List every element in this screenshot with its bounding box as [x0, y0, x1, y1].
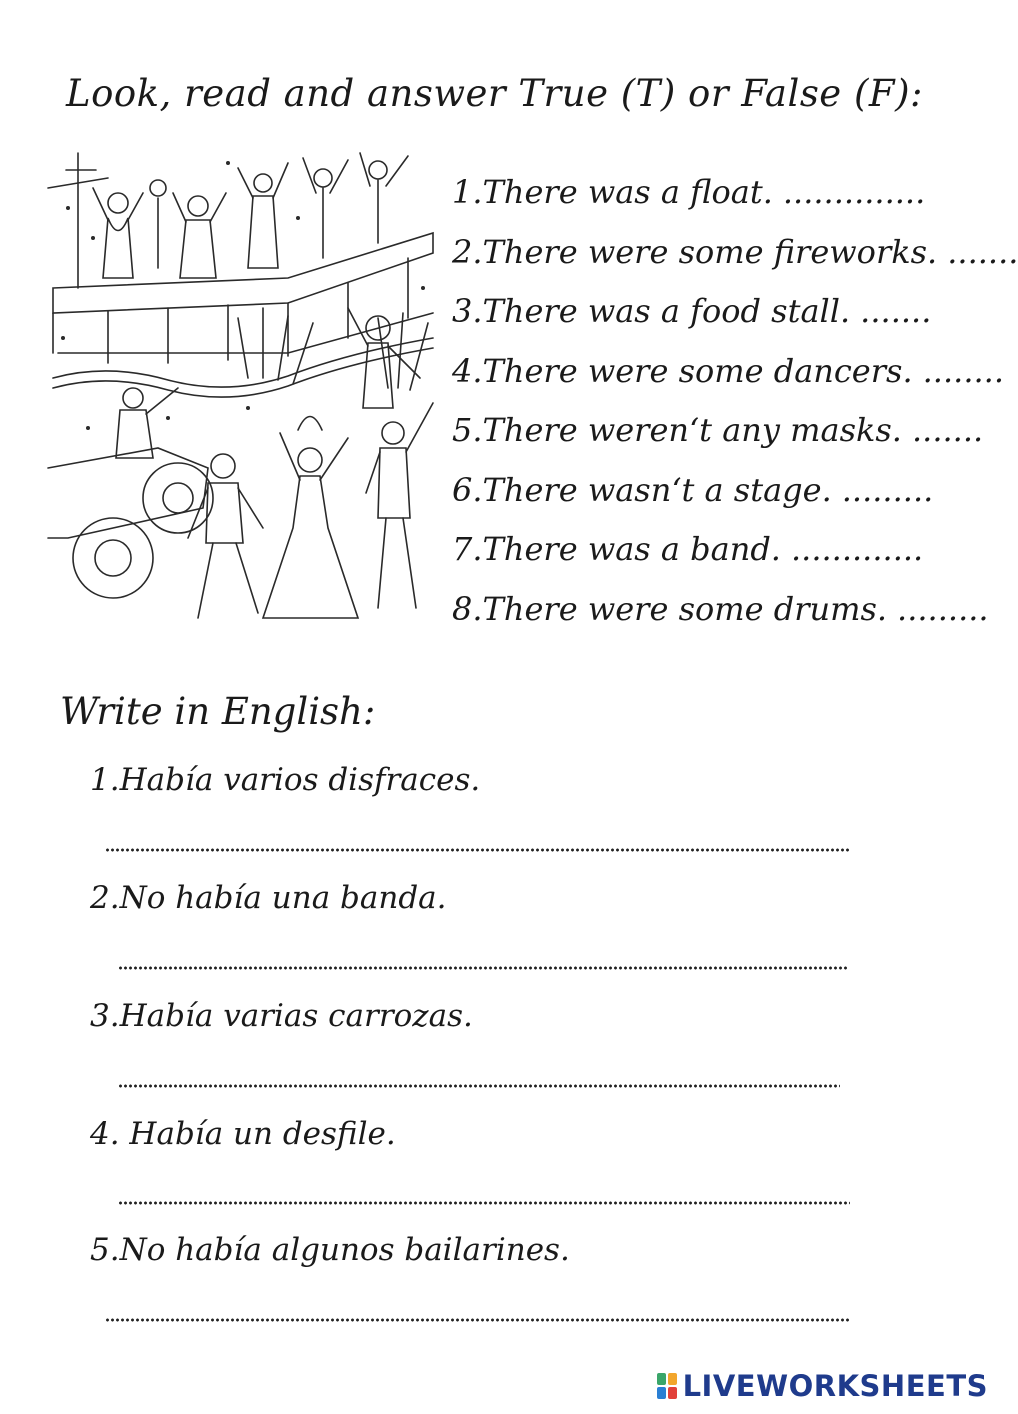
- translation-prompt: 4. Había un desfile.: [90, 1116, 396, 1152]
- tf-statement: 8.There were some drums.: [452, 589, 888, 628]
- tf-item: [452, 527, 992, 587]
- tf-statement: 3.There was a food stall.: [452, 292, 851, 330]
- tf-statement: 7.There was a band.: [452, 530, 781, 568]
- tf-item: [452, 230, 1018, 290]
- tf-answer-blank[interactable]: .......: [911, 411, 984, 449]
- tf-item: [452, 468, 992, 528]
- tf-item: [452, 170, 992, 230]
- answer-line[interactable]: [105, 846, 850, 854]
- answer-line[interactable]: [118, 1199, 850, 1207]
- tf-item: [452, 587, 992, 647]
- carnival-parade-illustration: [48, 148, 440, 632]
- tf-answer-blank[interactable]: ..............: [782, 173, 926, 211]
- tf-item: [452, 289, 992, 349]
- page-title: Look, read and answer True (T) or False (F):: [66, 72, 923, 115]
- answer-line[interactable]: [118, 1082, 840, 1090]
- answer-line[interactable]: [105, 1316, 850, 1324]
- tf-answer-blank[interactable]: ........: [922, 351, 1004, 390]
- logo-text: LIVEWORKSHEETS: [682, 1369, 988, 1403]
- tf-answer-blank[interactable]: .............: [790, 530, 924, 568]
- section-title-write-in-english: Write in English:: [60, 690, 376, 733]
- tf-item: [452, 349, 1004, 409]
- translation-prompt: 1.Había varios disfraces.: [90, 762, 481, 798]
- tf-answer-blank[interactable]: .......: [860, 292, 932, 330]
- tf-statement: 6.There wasn‘t a stage.: [452, 470, 832, 509]
- tf-item: [452, 408, 992, 468]
- tf-statement: 2.There were some fireworks.: [452, 232, 938, 271]
- tf-statement: 4.There were some dancers.: [452, 351, 913, 390]
- tf-answer-blank[interactable]: .......: [947, 232, 1018, 271]
- translation-prompt: 3.Había varias carrozas.: [90, 998, 473, 1034]
- tf-statement: 5.There weren‘t any masks.: [452, 411, 902, 449]
- tf-answer-blank[interactable]: .........: [841, 470, 934, 509]
- tf-answer-blank[interactable]: .........: [897, 589, 989, 628]
- translation-prompt: 2.No había una banda.: [90, 880, 447, 916]
- tf-statement: 1.There was a float.: [452, 173, 773, 211]
- liveworksheets-logo: [657, 1366, 988, 1406]
- true-false-list: [452, 170, 1018, 646]
- logo-badge-icon: [657, 1373, 677, 1399]
- answer-line[interactable]: [118, 964, 848, 972]
- translation-prompt: 5.No había algunos bailarines.: [90, 1232, 570, 1268]
